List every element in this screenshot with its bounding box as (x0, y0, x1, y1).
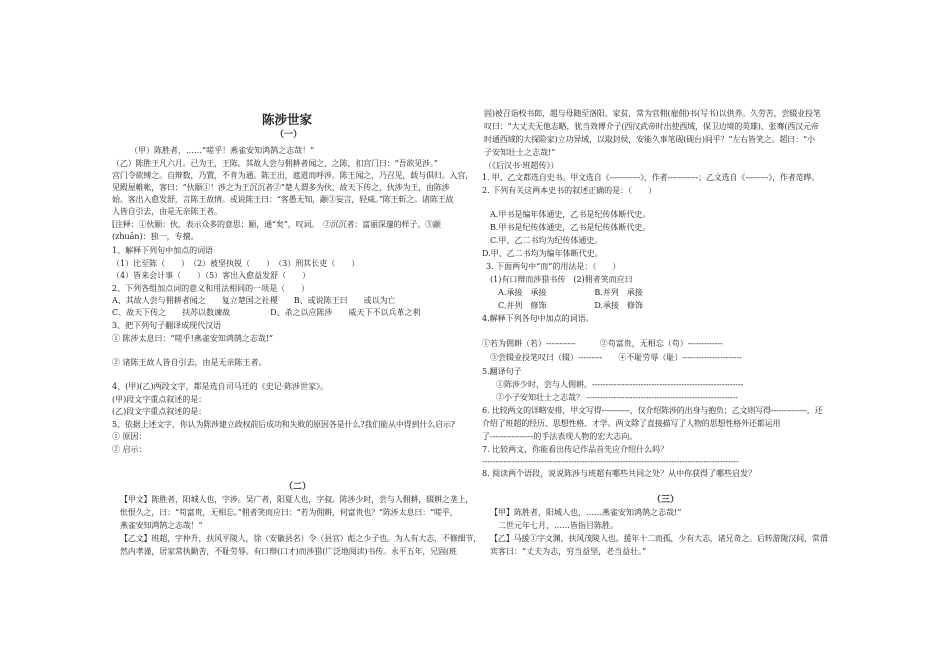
passage-yi-line: （乙）陈胜王凡六月。已为王，王陈。其故人尝与佣耕者闻之，之陈，扣宫门曰：“吾欲见涉。” (112, 159, 438, 168)
passage-two-cont-line: 子安知壮士之志哉!” (484, 148, 556, 157)
r-question-5-item: ①陈涉少时，尝与人佣耕。-------------------------------------------------------- (488, 380, 744, 389)
r-question-6: 了----------------的手法表现人物的宏大志向。 (482, 432, 638, 441)
r-question-4-items: ①若为佣耕（若）----------- ②苟富贵，无相忘（苟）------------- (482, 339, 723, 348)
r-question-3-option: C.并列 修饰 D.承接 修饰 (498, 301, 644, 310)
question-4-blank: (甲)段文字重点叙述的是： (112, 395, 207, 404)
passage-two-cont-line: 叹曰：“大丈夫无他志略，犹当效傅介子(西汉武帝时出使西域，保卫边境的英雄)、张骞(西汉元帝 (484, 122, 819, 131)
r-question-5-item: ②小子安知壮士之志哉？ -------------------------------------------------------- (488, 393, 738, 402)
section-two-heading: （二） (284, 482, 312, 492)
r-question-2-option: C.甲、乙二书均为纪传体通史。 (490, 236, 603, 245)
passage-yi-line: 人皆自引去，由是无亲陈王者。 (112, 207, 222, 216)
passage-yi-line: 见殿屋帷帐，客曰：“伙颐①！涉之为王沉沉者②”楚人谓多为伙，故天下传之，伙涉为王，由陈涉 (112, 183, 450, 192)
passage-three-line: 宾客曰：“丈夫为志，穷当益坚，老当益壮。” (490, 547, 647, 556)
r-question-3: 3. 下面两句中“而”的用法是：（ ） (486, 262, 621, 271)
passage-two-cont-line: 时通西域的大探险家)立功异域，以取封侯，安能久事笔砚(砚台)间乎？”左右皆笑之。超曰：“小 (484, 135, 815, 144)
question-3-sentence: ② 诸陈王故人皆自引去，由是无亲陈王者。 (112, 358, 267, 367)
passage-two-line: 燕雀安知鸿鹄之志哉！” (120, 521, 203, 530)
r-question-7: 7. 比较两文，你能看出传记作品首先应介绍什么吗？ (482, 445, 669, 454)
r-question-4-items: ③尝辍业投笔叹曰（辍）--------- ④不耻劳辱（耻）---------------------- (482, 353, 742, 362)
passage-yi-line: 始。客出入愈发舒，言陈王故情。或说陈王曰：“客愚无知，颛③妄言，轻威。”陈王斩之。诸陈王故 (112, 195, 454, 204)
passage-source: （《后汉书·班超传》） (484, 161, 559, 170)
question-5-blank: ② 启示： (112, 445, 147, 454)
r-question-2-option: A.甲书是编年体通史，乙书是纪传体断代史。 (490, 210, 651, 219)
r-question-3-option: A.承接 承接 B.并列 承接 (498, 288, 643, 297)
passage-two-line: 怅恨久之，曰：“苟富贵，无相忘。”佣者笑而应曰：“若为佣耕，何富贵也？”陈涉太息曰：“嗟乎， (120, 508, 458, 517)
r-question-6: 6. 比较两文的详略安排，甲文写得-----------，仅介绍陈涉的出身与抱负；乙文则写得--------------，还 (482, 406, 823, 415)
annotation-line: (zhuān)：独一，专擅。 (112, 232, 199, 241)
passage-two-line: 【乙文】班超，字仲升，扶风平陵人，徐（安徽县名）令（县官）彪之少子也。为人有大志，不修细节， (120, 534, 482, 543)
question-4: 4、(甲)(乙)两段文字，都是选自司马迁的《史记·陈涉世家》。 (112, 382, 329, 391)
question-3: 3、把下列句子翻译成现代汉语 (112, 321, 222, 330)
question-4-blank: (乙)段文字重点叙述的是： (112, 407, 207, 416)
question-1-items: （1）比至陈（ ） （2）被坚执锐（ ） （3）刑其长吏（ ） (112, 259, 360, 268)
question-2: 2、下列各组加点词的意义和用法相同的一项是（ ） (112, 284, 310, 293)
r-question-2-option: B.甲书是纪传体通史，乙书是纪传体断代史。 (490, 223, 651, 232)
annotation-line: [注释：①伙颐：伙，表示众多的意思；颐，通“矣”，叹词。 ②沉沉者：富丽深邃的样子。③颛 (112, 220, 441, 229)
question-1-items: （4）皆来会计事（ ）（5）客出入愈益发舒（ ） (112, 271, 311, 280)
r-question-7-answer-line: ----------------------------------------------------------------------------------------------- (482, 457, 739, 466)
passage-three-line: 【乙】马援①字文渊，扶风茂陵人也。援年十二而孤，少有大志，诸兄奇之。后转游陇汉间，常谓 (490, 534, 828, 543)
page-title: 陈涉世家 (262, 112, 313, 127)
r-question-3-sentences: (1)有口辩而涉猎书传 (2)佣者笑而应曰 (490, 275, 633, 284)
r-question-2: 2. 下列有关这两本史书的叙述正确的是：（ ） (482, 186, 657, 195)
passage-yi-line: 宫门令欲缚之。自辩数，乃置，不肯为通。陈王出，遮道而呼涉。陈王闻之，乃召见，载与俱归。入宫， (112, 171, 474, 180)
passage-three-line: 二世元年七月，……皆指目陈胜。 (490, 521, 618, 530)
question-2-options: C、故天下传之 扶苏以数谏故 D、杀之以应陈涉 威天下不以兵革之利 (112, 308, 421, 317)
r-question-8: 8. 阅读两个语段，说说陈涉与班超有哪些共同之处？从中你获得了哪些启发？ (482, 469, 757, 478)
passage-two-cont-line: 固)被召诣校书郎，超与母随至洛阳。家贫，常为官佣(雇佣)书(写书)以供养。久劳苦，尝辍业投笔 (484, 109, 821, 118)
r-question-4: 4.解释下列各句中加点的词语。 (482, 314, 594, 323)
question-5: 5、依据上述文字，你认为陈涉建立政权前后成功和失败的原因各是什么?我们能从中得到什么启示? (112, 420, 455, 429)
question-2-options: A、其故人尝与佣耕者闻之 复立楚国之社稷 B、或说陈王曰 或以为亡 (112, 296, 396, 305)
question-1: 1、解释下列句中加点的词语 (112, 246, 214, 255)
passage-two-line: 【甲文】陈胜者，阳城人也，字涉。吴广者，阳夏人也，字叔。陈涉少时，尝与人佣耕，辍耕之垄上， (120, 495, 474, 504)
passage-two-line: 然内孝谨，居家常执勤苦，不耻劳辱。有口辩(口才)而涉猎(广泛地阅读)书传。永平五年，兄固(班 (120, 547, 457, 556)
question-3-sentence: ① 陈涉太息曰：“嗟乎!燕雀安知鸿鹄之志哉!” (112, 334, 274, 343)
r-question-6: 介绍了班超的经历、思想性格、才学。两文除了直接描写了人物的思想性格外还都运用 (482, 419, 781, 428)
section-three-heading: （三） (652, 495, 680, 505)
r-question-2-option: D.甲、乙二书均为编年体断代史。 (482, 249, 603, 258)
question-5-blank: ① 原因： (112, 432, 147, 441)
passage-three-line: 【甲】陈胜者，阳城人也，……燕雀安知鸿鹄之志哉!” (490, 508, 682, 517)
r-question-1: 1. 甲、乙文都选自史书。甲文选自《------------》，作者------------；乙文选自《---------》，作者范晔。 (482, 173, 820, 182)
r-question-5: 5.翻译句子 (482, 367, 522, 376)
section-one-heading: （一） (275, 130, 303, 140)
passage-jia: （甲）陈胜者，……“嗟乎！燕雀安知鸿鹄之志哉！” (130, 146, 315, 155)
